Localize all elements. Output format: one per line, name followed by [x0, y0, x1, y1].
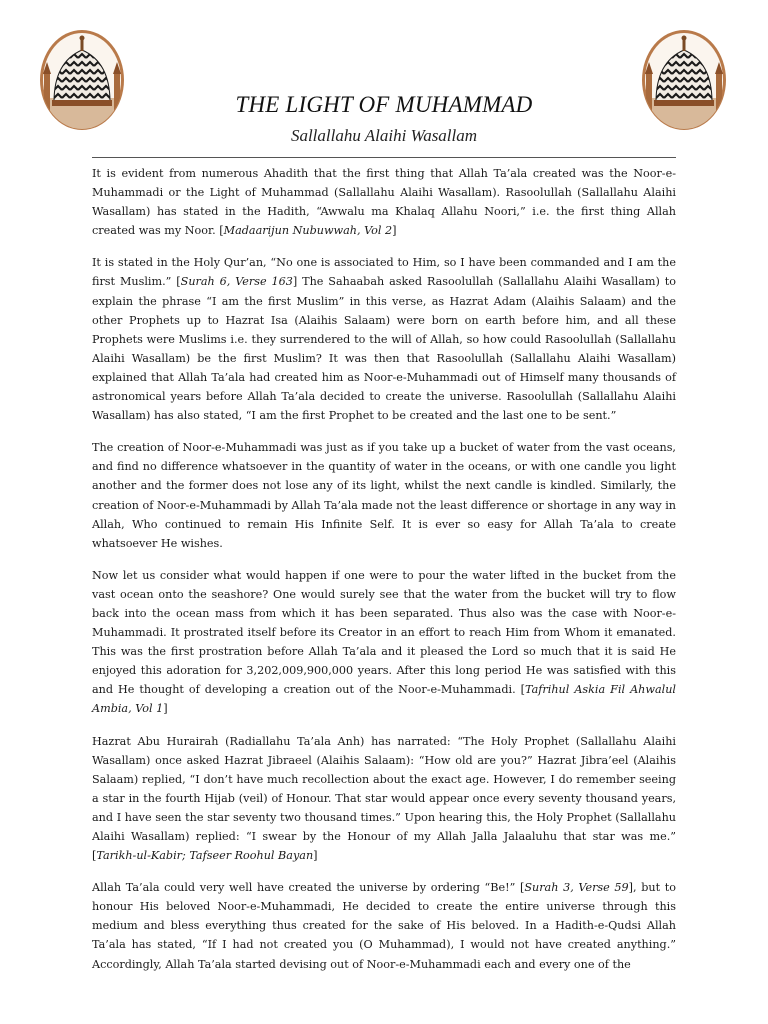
paragraph-text: ] The Sahaabah asked Rasoolullah (Sallallahu Alaihi Wasallam) to explain the phrase “I am the first Muslim” in this verse, as Hazrat Adam (Alaihis Salaam) and the other Prophets up to Hazrat Isa (Alaihis Salaam) were born on earth before him, and all these Prophets were Muslims i.e. they surrendered to the will of Allah, so how could Rasoolullah (Sallallahu Alaihi Wasallam) be the first Muslim? It was then that Rasoolullah (Sallallahu Alaihi Wasallam) explained that Allah Ta’ala had created him as Noor-e-Muhammadi out of Himself many thousands of astronomical years before Allah Ta’ala decided to create the universe. Rasoolullah (Sallallahu Alaihi Wasallam) has also stated, “I am the first Prophet to be created and the last one to be sent.”: [92, 275, 676, 423]
paragraph: [92, 732, 676, 866]
paragraph-text: It is stated in the Holy Qur’an, “No one is associated to Him, so I have been commanded and I am the first Muslim.” [: [92, 256, 676, 289]
page-title: THE LIGHT OF MUHAMMAD: [235, 92, 533, 117]
paragraph: [92, 164, 676, 240]
paragraph-text: Allah Ta’ala could very well have created the universe by ordering “Be!” [: [92, 881, 525, 895]
citation-text: Madaarijun Nubuwwah, Vol 2: [223, 224, 393, 238]
citation-text: Tarikh-ul-Kabir; Tafseer Roohul Bayan: [96, 849, 314, 863]
paragraph: [92, 253, 676, 425]
title-divider: [92, 157, 676, 158]
paragraph: [92, 566, 676, 719]
citation-text: Tafrihul Askia Fil Ahwalul Ambia, Vol 1: [92, 683, 676, 716]
paragraph-text: Now let us consider what would happen if one were to pour the water lifted in the bucket from the vast ocean onto the seashore? One would surely see that the water from the bucket will try to flow back into the ocean mass from which it has been separated. Thus also was the case with Noor-e-Muhammadi. It prostrated itself before its Creator in an effort to reach Him from Whom it emanated. This was the first prostration before Allah Ta’ala and it pleased the Lord so much that it is said He enjoyed this adoration for 3,202,009,900,000 years. After this long period He was satisfied with this and He thought of developing a creation out of the Noor-e-Muhammadi. [: [92, 568, 676, 697]
paragraph-text: ]: [313, 849, 318, 863]
paragraph-text: Hazrat Abu Hurairah (Radiallahu Ta’ala Anh) has narrated: “The Holy Prophet (Sallallahu Alaihi Wasallam) once asked Hazrat Jibraeel (Alaihis Salaam): “How old are you?” Hazrat Jibra’eel (Alaihis Salaam) replied, “I don’t have much recollection about the exact age. However, I do remember seeing a star in the fourth Hijab (veil) of Honour. That star would appear once every seventy thousand years, and I have seen the star seventy two thousand times.” Upon hearing this, the Holy Prophet (Sallallahu Alaihi Wasallam) replied: “I swear by the Honour of my Allah Jalla Jalaaluhu that star was me.” [: [92, 734, 676, 863]
article-body: [92, 164, 676, 987]
page-subtitle: Sallallahu Alaihi Wasallam: [290, 126, 478, 145]
paragraph-text: It is evident from numerous Ahadith that the first thing that Allah Ta’ala created was the Noor-e-Muhammadi or the Light of Muhammad (Sallallahu Alaihi Wasallam). Rasoolullah (Sallallahu Alaihi Wasallam) has stated in the Hadith, “Awwalu ma Khalaq Allahu Noori,” i.e. the first thing Allah created was my Noor. [: [92, 167, 676, 238]
paragraph-text: ]: [163, 702, 168, 716]
citation-text: Surah 3, Verse 59: [524, 881, 629, 895]
paragraph-text: The creation of Noor-e-Muhammadi was just as if you take up a bucket of water from the vast oceans, and find no difference whatsoever in the quantity of water in the oceans, or with one candle you light another and the former does not lose any of its light, whilst the next candle is kindled. Similarly, the creation of Noor-e-Muhammadi by Allah Ta’ala made not the least difference or shortage in any way in Allah, Who continued to remain His Infinite Self. It is ever so easy for Allah Ta’ala to create whatsoever He wishes.: [92, 441, 676, 550]
citation-text: Surah 6, Verse 163: [180, 275, 293, 289]
paragraph-text: ], but to honour His beloved Noor-e-Muhammadi, He decided to create the entire universe through this medium and bless everything thus created for the sake of His beloved. In a Hadith-e-Qudsi Allah Ta’ala has stated, “If I had not created you (O Muhammad), I would not have created anything.” Accordingly, Allah Ta’ala started devising out of Noor-e-Muhammadi each and every one of the: [92, 881, 676, 971]
paragraph-text: ]: [392, 224, 397, 238]
paragraph: [92, 438, 676, 553]
paragraph: [92, 878, 676, 973]
